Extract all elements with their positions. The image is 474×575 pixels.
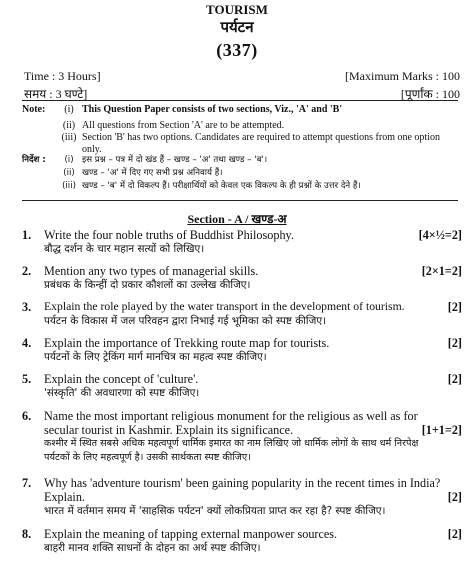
marks-en: [Maximum Marks : 100 <box>345 69 460 83</box>
note-item: Note: (i) This Question Paper consists of two sections, Viz., 'A' and 'B' <box>22 104 343 115</box>
question-1: 1. Write the four noble truths of Buddhist Philosophy. [4×½=2] बौद्ध दर्शन के चार महान सत्यों को लिखिए। <box>22 228 462 255</box>
question-3: 3. Explain the role played by the water transport in the development of tourism. [2] पर्यटन के विकास में जल परिवहन द्वारा निभाई गई भूमिका को स्पष्ट कीजिए। <box>22 300 462 327</box>
subject-code: (337) <box>216 40 258 60</box>
note-label: Note: <box>22 104 46 115</box>
question-5: 5. Explain the concept of 'culture'. [2] 'संस्कृति' की अवधारणा को स्पष्ट कीजिए। <box>22 372 462 399</box>
question-6: 6. Name the most important religious monument for the religious as well as for secular tourist in Kashmir. Explain its significance. [1+1=2] कश्मीर में स्थित सबसे अधिक महत्वपूर्ण धार्मिक इमारत का नाम लिखिए जो धार्मिक लोगों के साथ धर्म निरपेक्ष पर्यटकों के लिए महत्वपूर्ण है। उसकी सार्थकता स्पष्ट कीजिए। <box>22 409 462 463</box>
note-item: (iii) Section 'B' has two options. Candidates are required to attempt questions from one option only. <box>61 132 440 155</box>
divider <box>22 100 458 101</box>
question-8: 8. Explain the meaning of tapping external manpower sources. [2] बाहरी मानव शक्ति साधनों के दोहन का अर्थ स्पष्ट कीजिए। <box>22 527 462 554</box>
nirdesh-item: निर्देश : (i) इस प्रश्न – पत्र में दो खंड हैं – खण्ड – 'अ' तथा खण्ड – 'ब'। <box>22 155 268 165</box>
nirdesh-label: निर्देश : <box>22 155 46 165</box>
time-hi: समय : 3 घण्टे] <box>24 87 88 101</box>
marks-hi: [पूर्णांक : 100 <box>400 87 460 101</box>
question-7: 7. Why has 'adventure tourism' been gaining popularity in the recent times in India? Explain. [2] भारत में वर्तमान समय में 'साहसिक पर्यटन' क्यों लोकप्रियता प्राप्त कर रहा है? स्पष्ट कीजिए। <box>22 476 462 517</box>
title-english: TOURISM <box>206 2 268 17</box>
nirdesh-item: (iii) खण्ड – 'ब' में दो विकल्प हैं। परीक्षार्थियों को केवल एक विकल्प के ही प्रश्नों के उत्तर देने हैं। <box>62 181 361 191</box>
question-2: 2. Mention any two types of managerial skills. [2×1=2] प्रबंधक के किन्हीं दो प्रकार कौशलों का उल्लेख कीजिए। <box>22 264 462 291</box>
time-en: Time : 3 Hours] <box>24 69 101 83</box>
notes-hindi <box>22 154 462 193</box>
section-heading: Section - A / खण्ड-अ <box>187 212 287 226</box>
question-4: 4. Explain the importance of Trekking route map for tourists. [2] पर्यटनों के लिए ट्रेकिंग मार्ग मानचित्र का महत्व स्पष्ट कीजिए। <box>22 336 462 363</box>
time-marks-en <box>24 69 460 84</box>
title-hindi: पर्यटन <box>220 20 254 36</box>
divider <box>22 200 458 201</box>
nirdesh-item: (ii) खण्ड – 'अ' में दिए गए सभी प्रश्न अनिवार्य हैं। <box>63 168 223 178</box>
notes-english <box>22 104 462 156</box>
note-item: (ii) All questions from Section 'A' are to be attempted. <box>62 120 285 131</box>
